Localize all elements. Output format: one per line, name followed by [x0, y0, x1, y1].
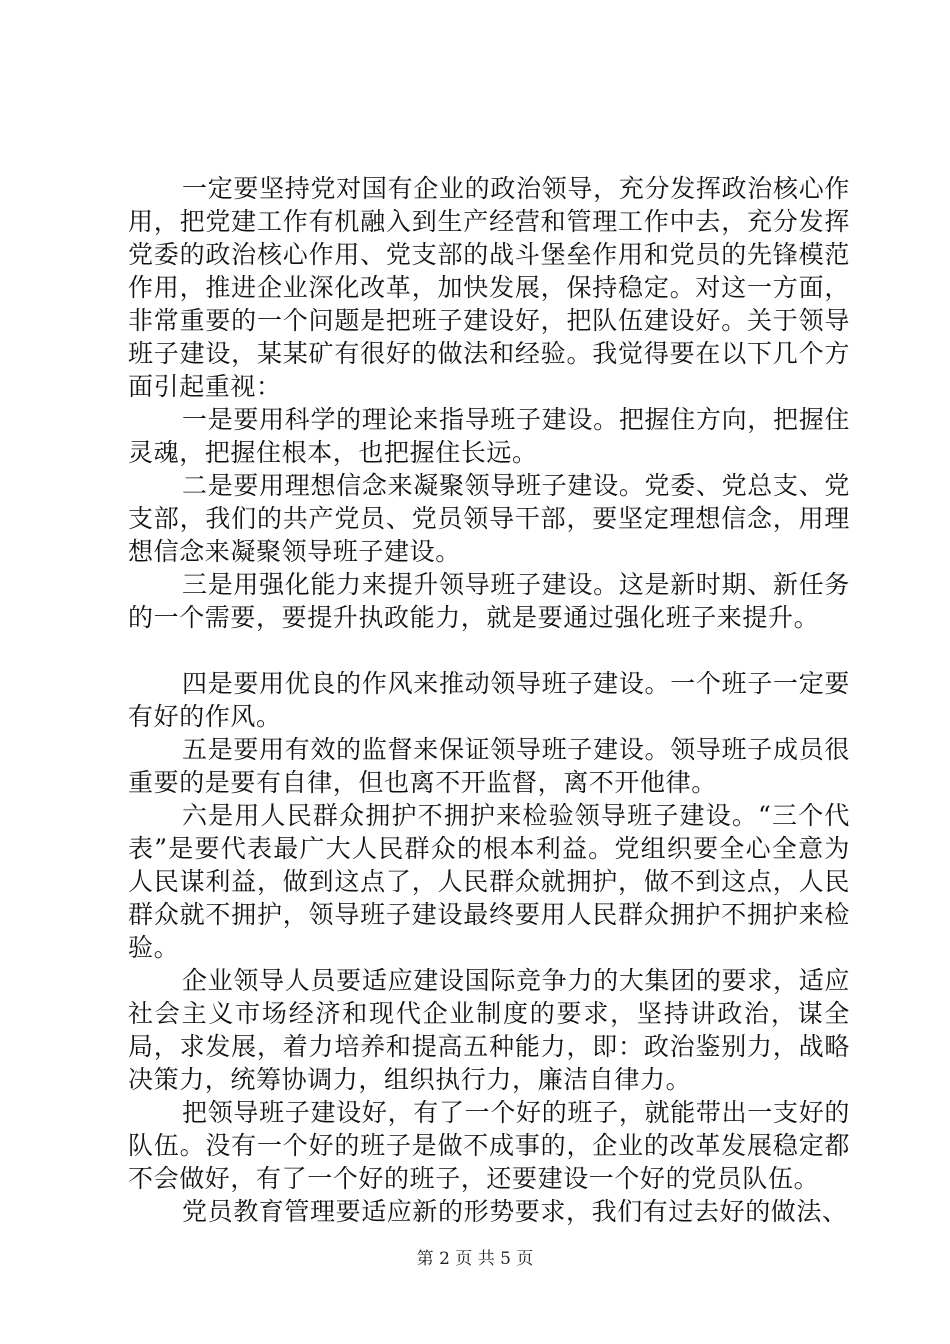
paragraph-7: 六是用人民群众拥护不拥护来检验领导班子建设。“三个代表”是要代表最广大人民群众的根本利益。党组织要全心全意为人民谋利益，做到这点了，人民群众就拥护，做不到这点，人民群众就不拥护，领导班子建设最终要用人民群众拥护不拥护来检验。 — [128, 801, 850, 962]
page-number-footer: 第 2 页 共 5 页 — [416, 1249, 534, 1269]
paragraph-9: 把领导班子建设好，有了一个好的班子，就能带出一支好的队伍。没有一个好的班子是做不成事的，企业的改革发展稳定都不会做好，有了一个好的班子，还要建设一个好的党员队伍。 — [128, 1098, 850, 1193]
paragraph-10: 党员教育管理要适应新的形势要求，我们有过去好的做法、 — [182, 1197, 848, 1226]
paragraph-3: 二是要用理想信念来凝聚领导班子建设。党委、党总支、党支部，我们的共产党员、党员领导干部，要坚定理想信念，用理想信念来凝聚领导班子建设。 — [128, 471, 850, 566]
paragraph-6: 五是要用有效的监督来保证领导班子建设。领导班子成员很重要的是要有自律，但也离不开监督，离不开他律。 — [128, 735, 850, 797]
paragraph-1: 一定要坚持党对国有企业的政治领导，充分发挥政治核心作用，把党建工作有机融入到生产经营和管理工作中去，充分发挥党委的政治核心作用、党支部的战斗堡垒作用和党员的先锋模范作用，推进企业深化改革，加快发展，保持稳定。对这一方面，非常重要的一个问题是把班子建设好，把队伍建设好。关于领导班子建设，某某矿有很好的做法和经验。我觉得要在以下几个方面引起重视： — [128, 174, 850, 401]
paragraph-8: 企业领导人员要适应建设国际竞争力的大集团的要求，适应社会主义市场经济和现代企业制度的要求，坚持讲政治，谋全局，求发展，着力培养和提高五种能力，即：政治鉴别力，战略决策力，统筹协调力，组织执行力，廉洁自律力。 — [128, 966, 850, 1094]
paragraph-2: 一是要用科学的理论来指导班子建设。把握住方向，把握住灵魂，把握住根本，也把握住长远。 — [128, 405, 850, 467]
document-body — [128, 172, 850, 1228]
paragraph-5: 四是要用优良的作风来推动领导班子建设。一个班子一定要有好的作风。 — [128, 669, 850, 731]
paragraph-4: 三是用强化能力来提升领导班子建设。这是新时期、新任务的一个需要，要提升执政能力，就是要通过强化班子来提升。 — [128, 570, 850, 632]
